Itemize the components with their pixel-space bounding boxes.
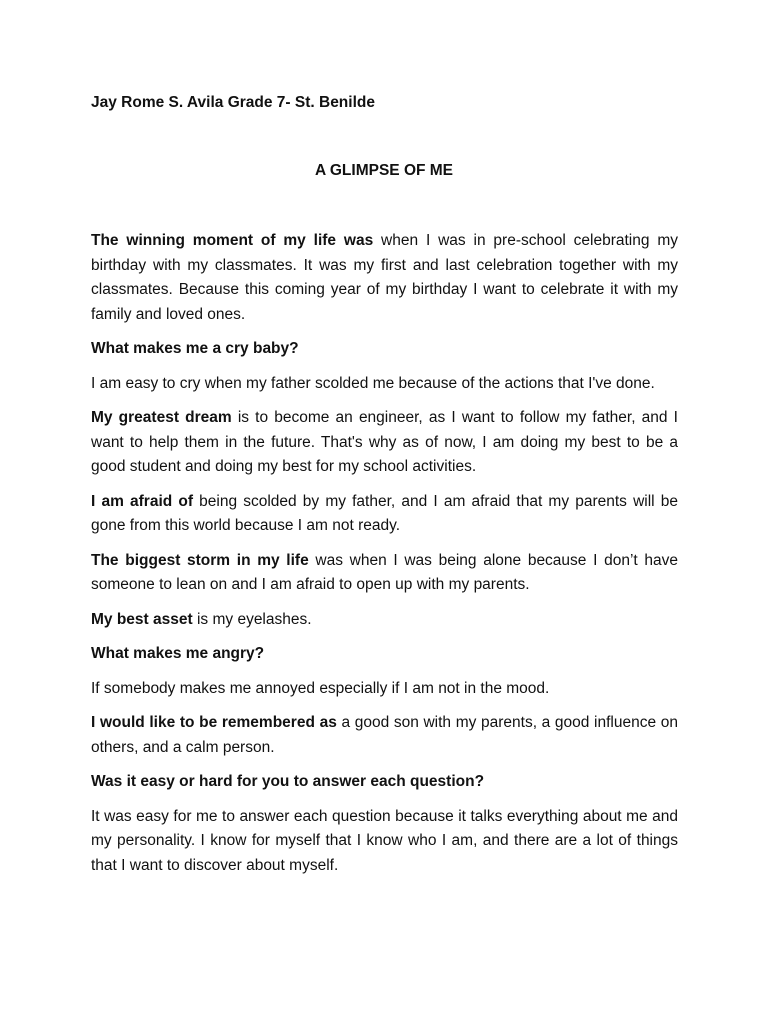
- answer-easy-or-hard: [91, 805, 678, 879]
- paragraph-text: is my eyelashes.: [192, 610, 312, 628]
- paragraph-lead: I am afraid of: [91, 492, 193, 510]
- paragraph-text: being scolded by my father, and I am afraid that my parents will be gone from this world because I am not ready.: [91, 492, 678, 534]
- paragraph-lead: I would like to be remembered as: [91, 714, 337, 731]
- paragraph-lead: What makes me angry?: [91, 645, 265, 662]
- paragraph-text: when I was in pre-school celebrating my birthday with my classmates. It was my first and last celebration together with my classmates. Because this coming year of my birthday I want to celebrate it with my family and loved ones.: [91, 232, 678, 323]
- paragraph-text: was when I was being alone because I don’t have someone to lean on and I am afraid to open up with my parents.: [91, 551, 678, 593]
- paragraph-biggest-storm: [91, 549, 678, 598]
- document-title: A GLIMPSE OF ME: [314, 162, 454, 179]
- paragraph-best-asset: [91, 608, 678, 633]
- paragraph-text: If somebody makes me annoyed especially if I am not in the mood.: [91, 679, 550, 697]
- question-angry: [91, 642, 678, 667]
- document-body: [91, 229, 678, 888]
- question-cry-baby: [91, 337, 678, 362]
- author-line: Jay Rome S. Avila Grade 7- St. Benilde: [91, 94, 375, 111]
- paragraph-lead: The biggest storm in my life: [91, 551, 309, 569]
- question-easy-or-hard: [91, 770, 678, 795]
- paragraph-greatest-dream: [91, 406, 678, 480]
- paragraph-text: It was easy for me to answer each question because it talks everything about me and my personality. I know for myself that I know who I am, and there are a lot of things that I want to discover about myself.: [91, 807, 678, 874]
- paragraph-text: I am easy to cry when my father scolded me because of the actions that I've done.: [91, 374, 655, 392]
- paragraph-text: is to become an engineer, as I want to follow my father, and I want to help them in the future. That's why as of now, I am doing my best to be a good student and doing my best for my school activities.: [91, 409, 678, 475]
- paragraph-lead: My greatest dream: [91, 409, 232, 426]
- paragraph-remembered-as: [91, 711, 678, 760]
- answer-cry-baby: [91, 372, 678, 397]
- paragraph-winning-moment: [91, 229, 678, 327]
- paragraph-lead: The winning moment of my life was: [91, 232, 374, 249]
- answer-angry: [91, 677, 678, 702]
- paragraph-text: a good son with my parents, a good influence on others, and a calm person.: [91, 714, 678, 756]
- paragraph-lead: My best asset: [91, 610, 193, 628]
- paragraph-lead: Was it easy or hard for you to answer each question?: [91, 773, 485, 790]
- paragraph-lead: What makes me a cry baby?: [91, 340, 299, 357]
- paragraph-afraid-of: [91, 490, 678, 539]
